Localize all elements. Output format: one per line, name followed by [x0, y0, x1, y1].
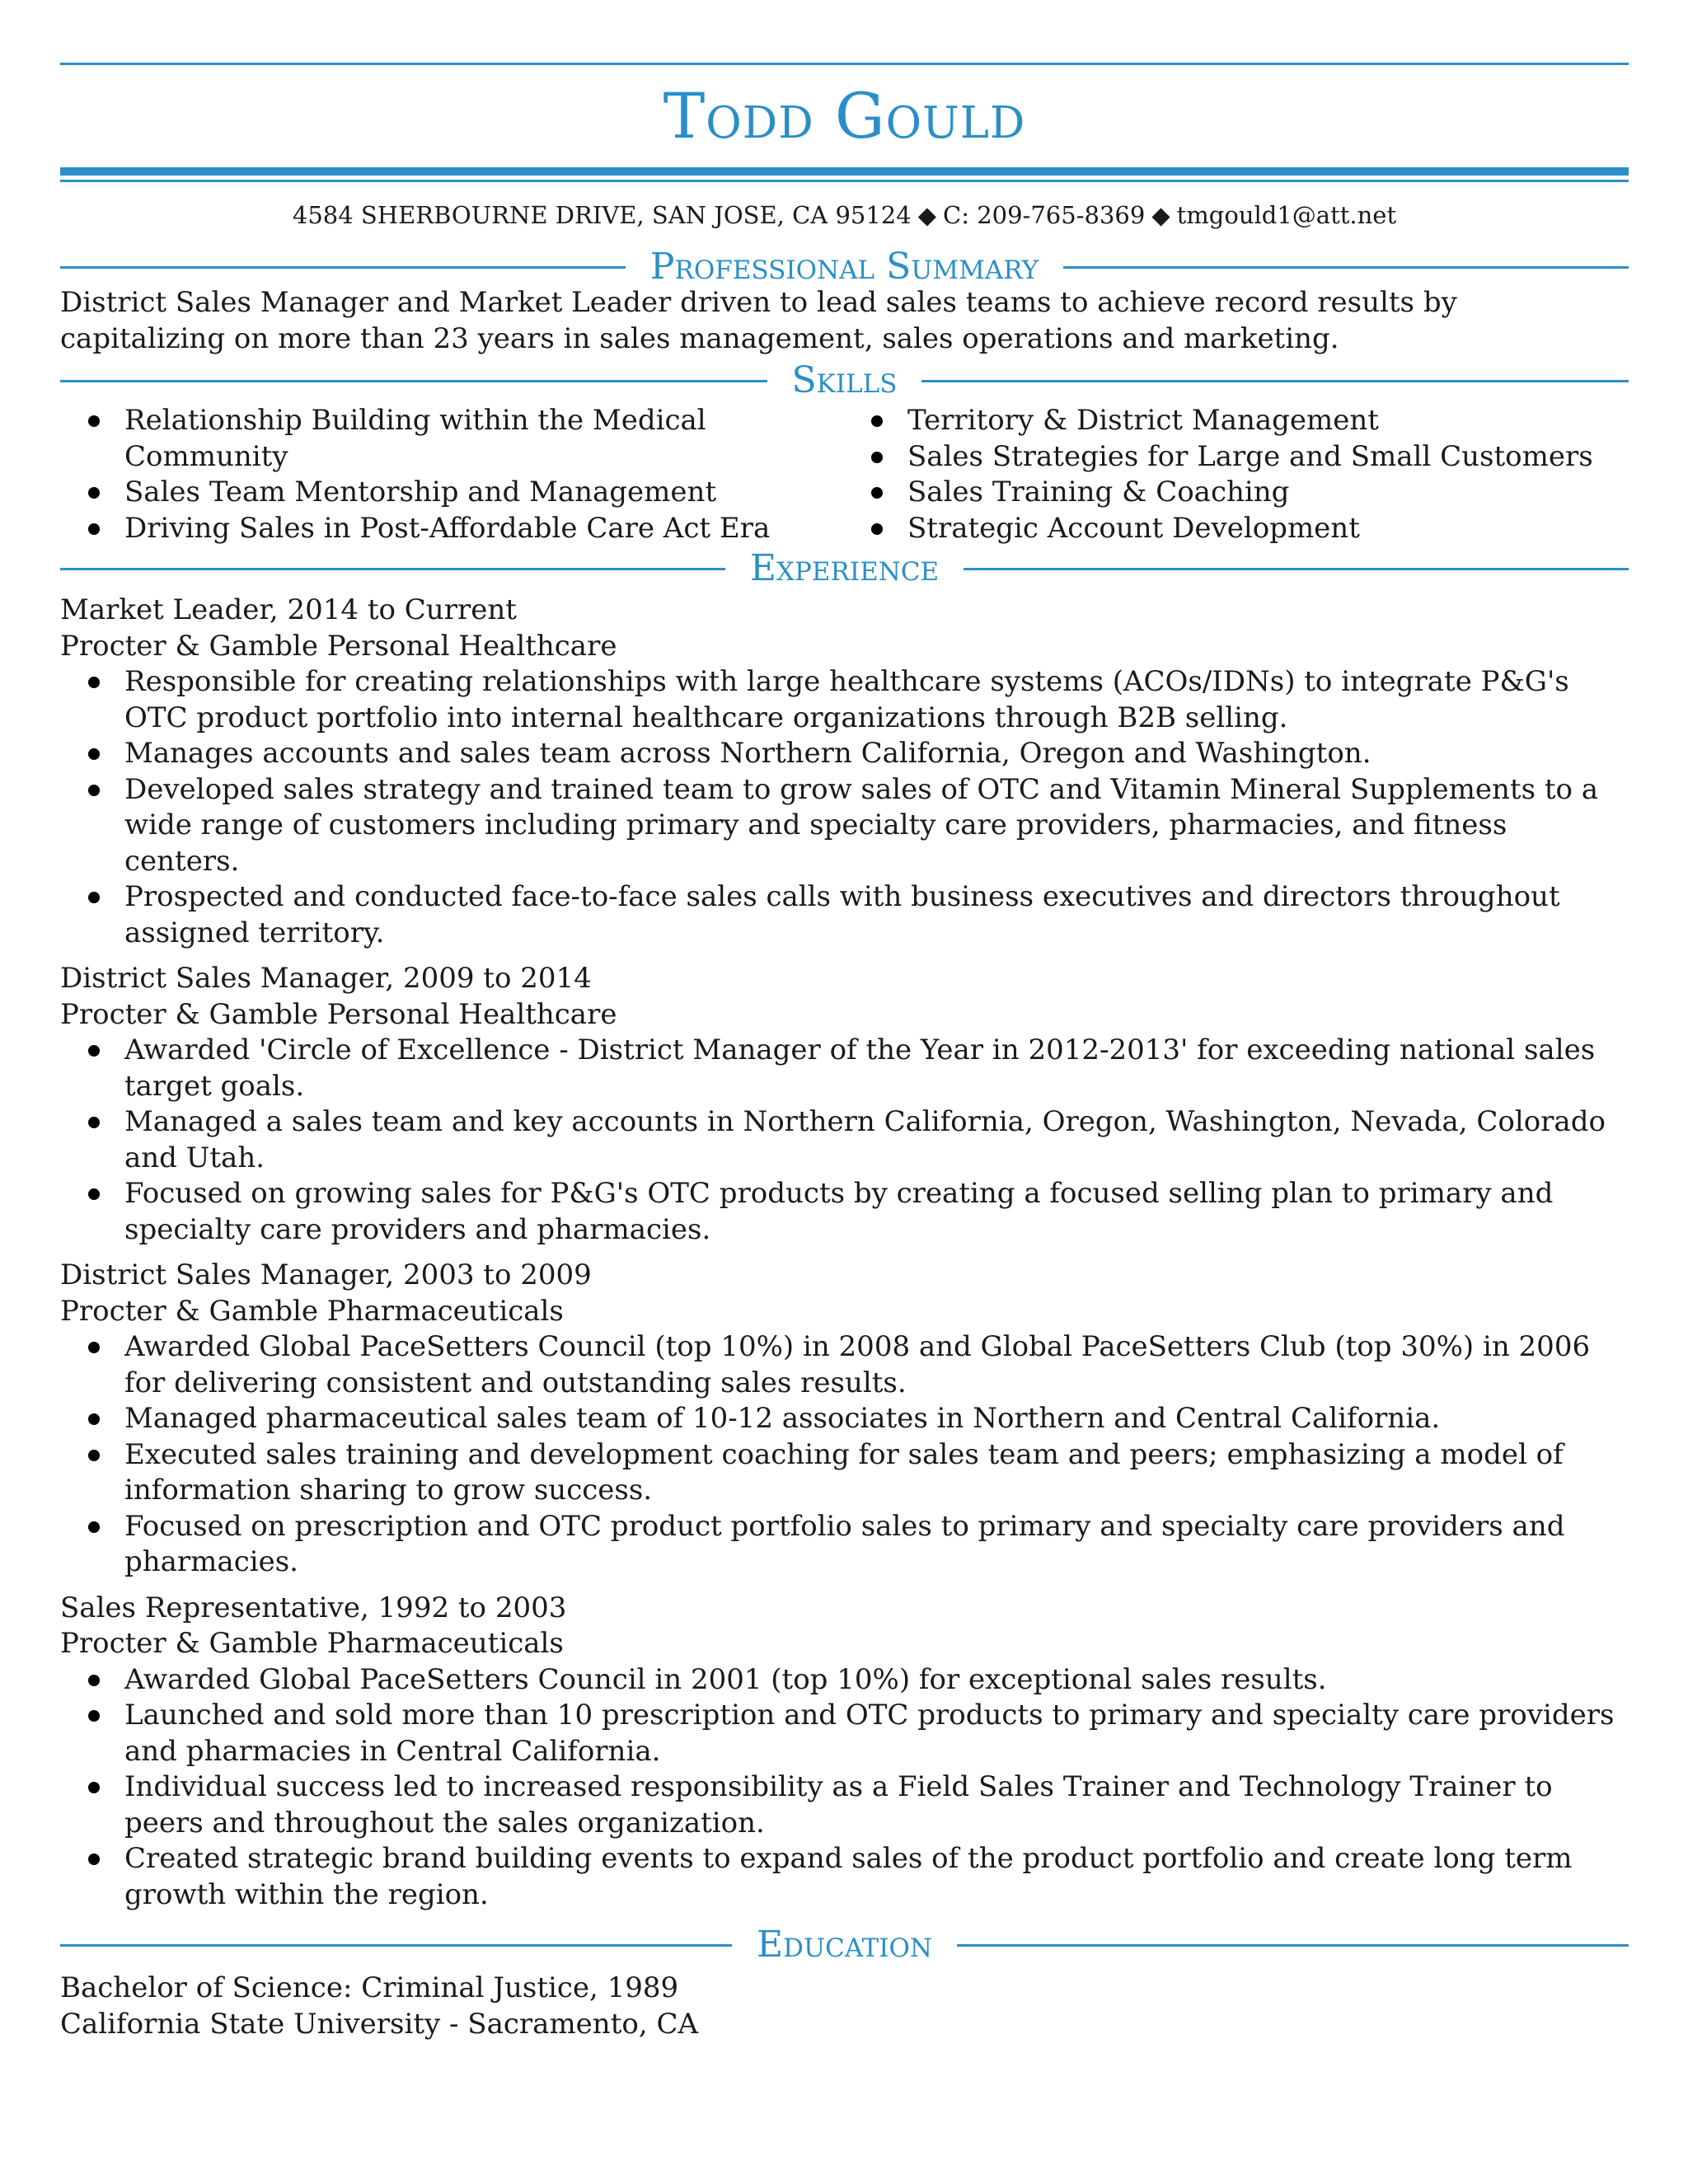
job-company: Procter & Gamble Pharmaceuticals [60, 1294, 564, 1328]
job-bullets [60, 1329, 1629, 1581]
job-bullet: Launched and sold more than 10 prescription and OTC products to primary and specialty care providers and pharmacies in Central California. [60, 1698, 1629, 1769]
skills-columns [60, 403, 1629, 546]
skills-heading [60, 360, 1629, 401]
resume-page [60, 63, 1629, 2042]
skill-item: Sales Strategies for Large and Small Customers [843, 439, 1629, 476]
job-bullet: Individual success led to increased responsibility as a Field Sales Trainer and Technology Trainer to peers and throughout the sales organization. [60, 1769, 1629, 1841]
summary-text: District Sales Manager and Market Leader driven to lead sales teams to achieve record results by capitalizing on more than 23 years in sales management, sales operations and marketing. [60, 286, 1457, 355]
section-title: Education [757, 1924, 932, 1966]
section-title: Experience [749, 547, 940, 589]
contact-phone: C: 209-765-8369 [943, 201, 1146, 229]
skill-item: Sales Training & Coaching [843, 475, 1629, 511]
contact-line [60, 200, 1629, 230]
candidate-name: Todd Gould [663, 79, 1026, 152]
job-bullets [60, 1662, 1629, 1914]
job-bullet: Awarded 'Circle of Excellence - District Manager of the Year in 2012-2013' for exceeding national sales target goals. [60, 1033, 1629, 1104]
job-bullets [60, 1033, 1629, 1248]
experience-heading [60, 548, 1629, 589]
heading-rule-left [60, 380, 767, 382]
job-bullets [60, 664, 1629, 951]
job-bullet: Managed a sales team and key accounts in Northern California, Oregon, Washington, Nevada, Colorado and Utah. [60, 1104, 1629, 1176]
skills-left-list [60, 403, 843, 546]
diamond-separator-icon: ◆ [917, 201, 937, 229]
skill-item: Relationship Building within the Medical Community [60, 403, 843, 475]
heading-rule-right [964, 568, 1629, 570]
job-title: Market Leader, 2014 to Current [60, 593, 517, 626]
job-bullet: Responsible for creating relationships with large healthcare systems (ACOs/IDNs) to integrate P&G's OTC product portfolio into internal healthcare organizations through B2B selling. [60, 664, 1629, 736]
summary-heading [60, 246, 1629, 288]
job-title: District Sales Manager, 2003 to 2009 [60, 1258, 592, 1291]
job-bullet: Managed pharmaceutical sales team of 10-12 associates in Northern and Central California. [60, 1401, 1629, 1437]
job-entry [60, 593, 1629, 951]
job-company: Procter & Gamble Personal Healthcare [60, 629, 617, 663]
education-school: California State University - Sacramento, CA [60, 2007, 699, 2041]
job-bullet: Executed sales training and development coaching for sales team and peers; emphasizing a model of information sharing to grow success. [60, 1437, 1629, 1509]
name-rule-thick [60, 167, 1629, 176]
job-bullet: Awarded Global PaceSetters Council in 2001 (top 10%) for exceptional sales results. [60, 1662, 1629, 1699]
job-company: Procter & Gamble Personal Healthcare [60, 997, 617, 1031]
job-entry [60, 1258, 1629, 1581]
skill-item: Strategic Account Development [843, 511, 1629, 547]
education-heading [60, 1924, 1629, 1966]
contact-email[interactable]: tmgould1@att.net [1176, 201, 1397, 229]
job-company: Procter & Gamble Pharmaceuticals [60, 1627, 564, 1660]
contact-address: 4584 SHERBOURNE DRIVE, SAN JOSE, CA 95124 [292, 201, 912, 229]
heading-rule-right [1063, 266, 1629, 269]
job-entry [60, 1591, 1629, 1914]
heading-rule-left [60, 266, 626, 269]
heading-rule-right [921, 380, 1629, 382]
job-bullet: Prospected and conducted face-to-face sales calls with business executives and directors throughout assigned territory. [60, 879, 1629, 951]
heading-rule-left [60, 568, 725, 570]
diamond-separator-icon: ◆ [1151, 201, 1170, 229]
skill-item: Driving Sales in Post-Affordable Care Act Era [60, 511, 843, 547]
education-degree: Bachelor of Science: Criminal Justice, 1989 [60, 1971, 679, 2004]
job-title: Sales Representative, 1992 to 2003 [60, 1591, 567, 1624]
job-entry [60, 961, 1629, 1248]
section-title: Professional Summary [649, 246, 1039, 288]
job-title: District Sales Manager, 2009 to 2014 [60, 962, 592, 995]
job-bullet: Focused on prescription and OTC product portfolio sales to primary and specialty care providers and pharmacies. [60, 1509, 1629, 1581]
job-bullet: Manages accounts and sales team across Northern California, Oregon and Washington. [60, 736, 1629, 772]
name-rule-thin [60, 180, 1629, 182]
heading-rule-right [957, 1944, 1629, 1947]
section-title: Skills [791, 359, 898, 401]
skill-item: Territory & District Management [843, 403, 1629, 439]
job-bullet: Created strategic brand building events to expand sales of the product portfolio and create long term growth within the region. [60, 1841, 1629, 1913]
job-bullet: Developed sales strategy and trained team to grow sales of OTC and Vitamin Mineral Supplements to a wide range of customers including primary and specialty care providers, pharmacies, and fitness centers. [60, 772, 1629, 880]
skill-item: Sales Team Mentorship and Management [60, 475, 843, 511]
job-bullet: Awarded Global PaceSetters Council (top 10%) in 2008 and Global PaceSetters Club (top 30%) in 2006 for delivering consistent and outstanding sales results. [60, 1329, 1629, 1401]
skills-right-list [843, 403, 1629, 546]
heading-rule-left [60, 1944, 732, 1947]
top-rule [60, 63, 1629, 65]
job-bullet: Focused on growing sales for P&G's OTC products by creating a focused selling plan to primary and specialty care providers and pharmacies. [60, 1176, 1629, 1248]
